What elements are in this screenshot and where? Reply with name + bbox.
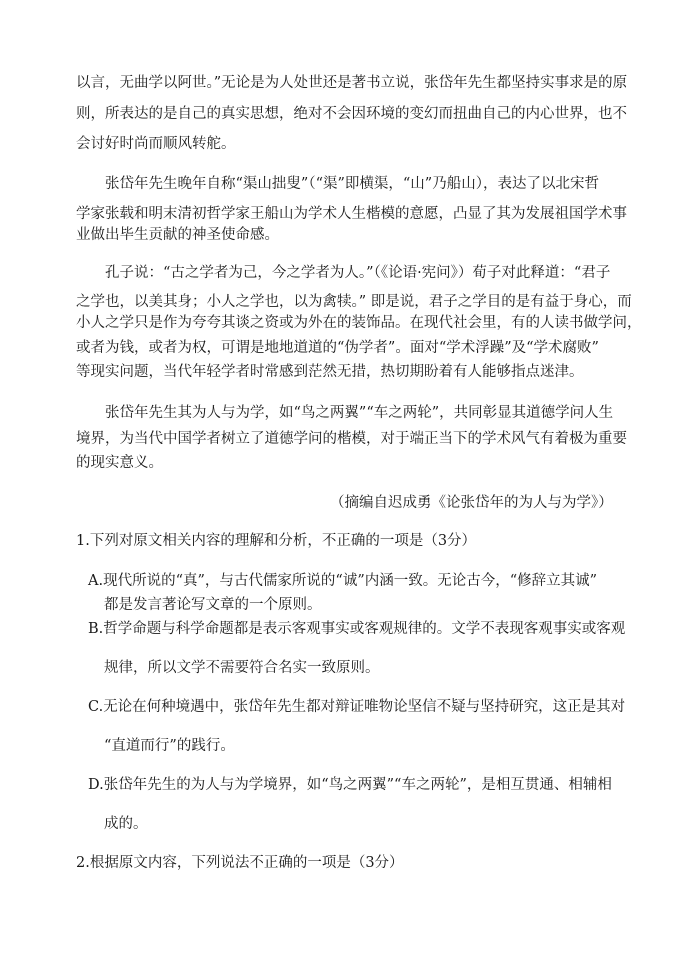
- option-b-text-line-2: 规律，所以文学不需要符合名实一致原则。: [104, 660, 380, 676]
- paragraph-4-line-2: 境界，为当代中国学者树立了道德学问的楷模，对于端正当下的学术风气有着极为重要: [76, 431, 627, 447]
- paragraph-3-line-5: 等现实问题，当代年轻学者时常感到茫然无措，热切期盼着有人能够指点迷津。: [76, 364, 584, 380]
- option-d-text-line-2: 成的。: [104, 816, 148, 832]
- paragraph-1-line-2: 则，所表达的是自己的真实思想，绝对不会因环境的变幻而扭曲自己的内心世界，也不: [76, 106, 627, 122]
- option-c-label: C.: [88, 699, 104, 715]
- question-1-option-a: [88, 571, 597, 591]
- question-1-option-c: [88, 697, 625, 717]
- paragraph-4-line-1: 张岱年先生其为人与为学，如“鸟之两翼”“车之两轮”，共同彰显其道德学问人生: [76, 405, 614, 421]
- paragraph-3-line-1: 孔子说：“古之学者为己，今之学者为人。”（《论语·宪问》）荀子对此释道：“君子: [76, 265, 611, 281]
- paragraph-3-line-4: 或者为钱，或者为权，可谓是地地道道的“伪学者”。面对“学术浮躁”及“学术腐败”: [76, 340, 599, 356]
- source-citation: （摘编自迟成勇《论张岱年的为人与为学》）: [330, 495, 613, 511]
- option-d-label: D.: [88, 777, 104, 793]
- paragraph-3-line-2: 之学也，以美其身；小人之学也，以为禽犊。” 即是说，君子之学目的是有益于身心，而: [76, 294, 632, 310]
- paragraph-3-line-3: 小人之学只是作为夸夸其谈之资或为外在的装饰品。在现代社会里，有的人读书做学问，: [76, 315, 642, 331]
- paragraph-2-line-1: 张岱年先生晚年自称“渠山拙叟”（“渠”即横渠，“山”乃船山），表达了以北宋哲: [76, 176, 599, 192]
- option-a-text-line-2: 都是发言著论写文章的一个原则。: [104, 597, 322, 613]
- question-2-stem: 2.根据原文内容，下列说法不正确的一项是（3分）: [76, 855, 404, 871]
- option-d-text-line-1: 张岱年先生的为人与为学境界，如“鸟之两翼”“车之两轮”，是相互贯通、相辅相: [103, 777, 612, 793]
- option-a-text-line-1: 现代所说的“真”，与古代儒家所说的“诚”内涵一致。无论古今，“修辞立其诚”: [103, 573, 598, 589]
- paragraph-1-line-3: 会讨好时尚而顺风转舵。: [76, 136, 236, 152]
- question-1-stem: 1.下列对原文相关内容的理解和分析，不正确的一项是（3分）: [76, 533, 477, 549]
- option-c-text-line-2: “直道而行”的践行。: [104, 738, 235, 754]
- question-1-option-d: [88, 775, 612, 795]
- option-b-text-line-1: 哲学命题与科学命题都是表示客观事实或客观规律的。文学不表现客观事实或客观: [103, 621, 626, 637]
- paragraph-2-line-3: 业做出毕生贡献的神圣使命感。: [76, 227, 279, 243]
- paragraph-1-line-1: 以言，无曲学以阿世。”无论是为人处世还是著书立说，张岱年先生都坚持实事求是的原: [76, 75, 628, 91]
- paragraph-2-line-2: 学家张载和明末清初哲学家王船山为学术人生楷模的意愿，凸显了其为发展祖国学术事: [76, 206, 627, 222]
- option-a-label: A.: [88, 573, 104, 589]
- option-b-label: B.: [88, 621, 104, 637]
- question-1-option-b: [88, 619, 625, 639]
- option-c-text-line-1: 无论在何种境遇中，张岱年先生都对辩证唯物论坚信不疑与坚持研究，这正是其对: [103, 699, 626, 715]
- paragraph-4-line-3: 的现实意义。: [76, 455, 163, 471]
